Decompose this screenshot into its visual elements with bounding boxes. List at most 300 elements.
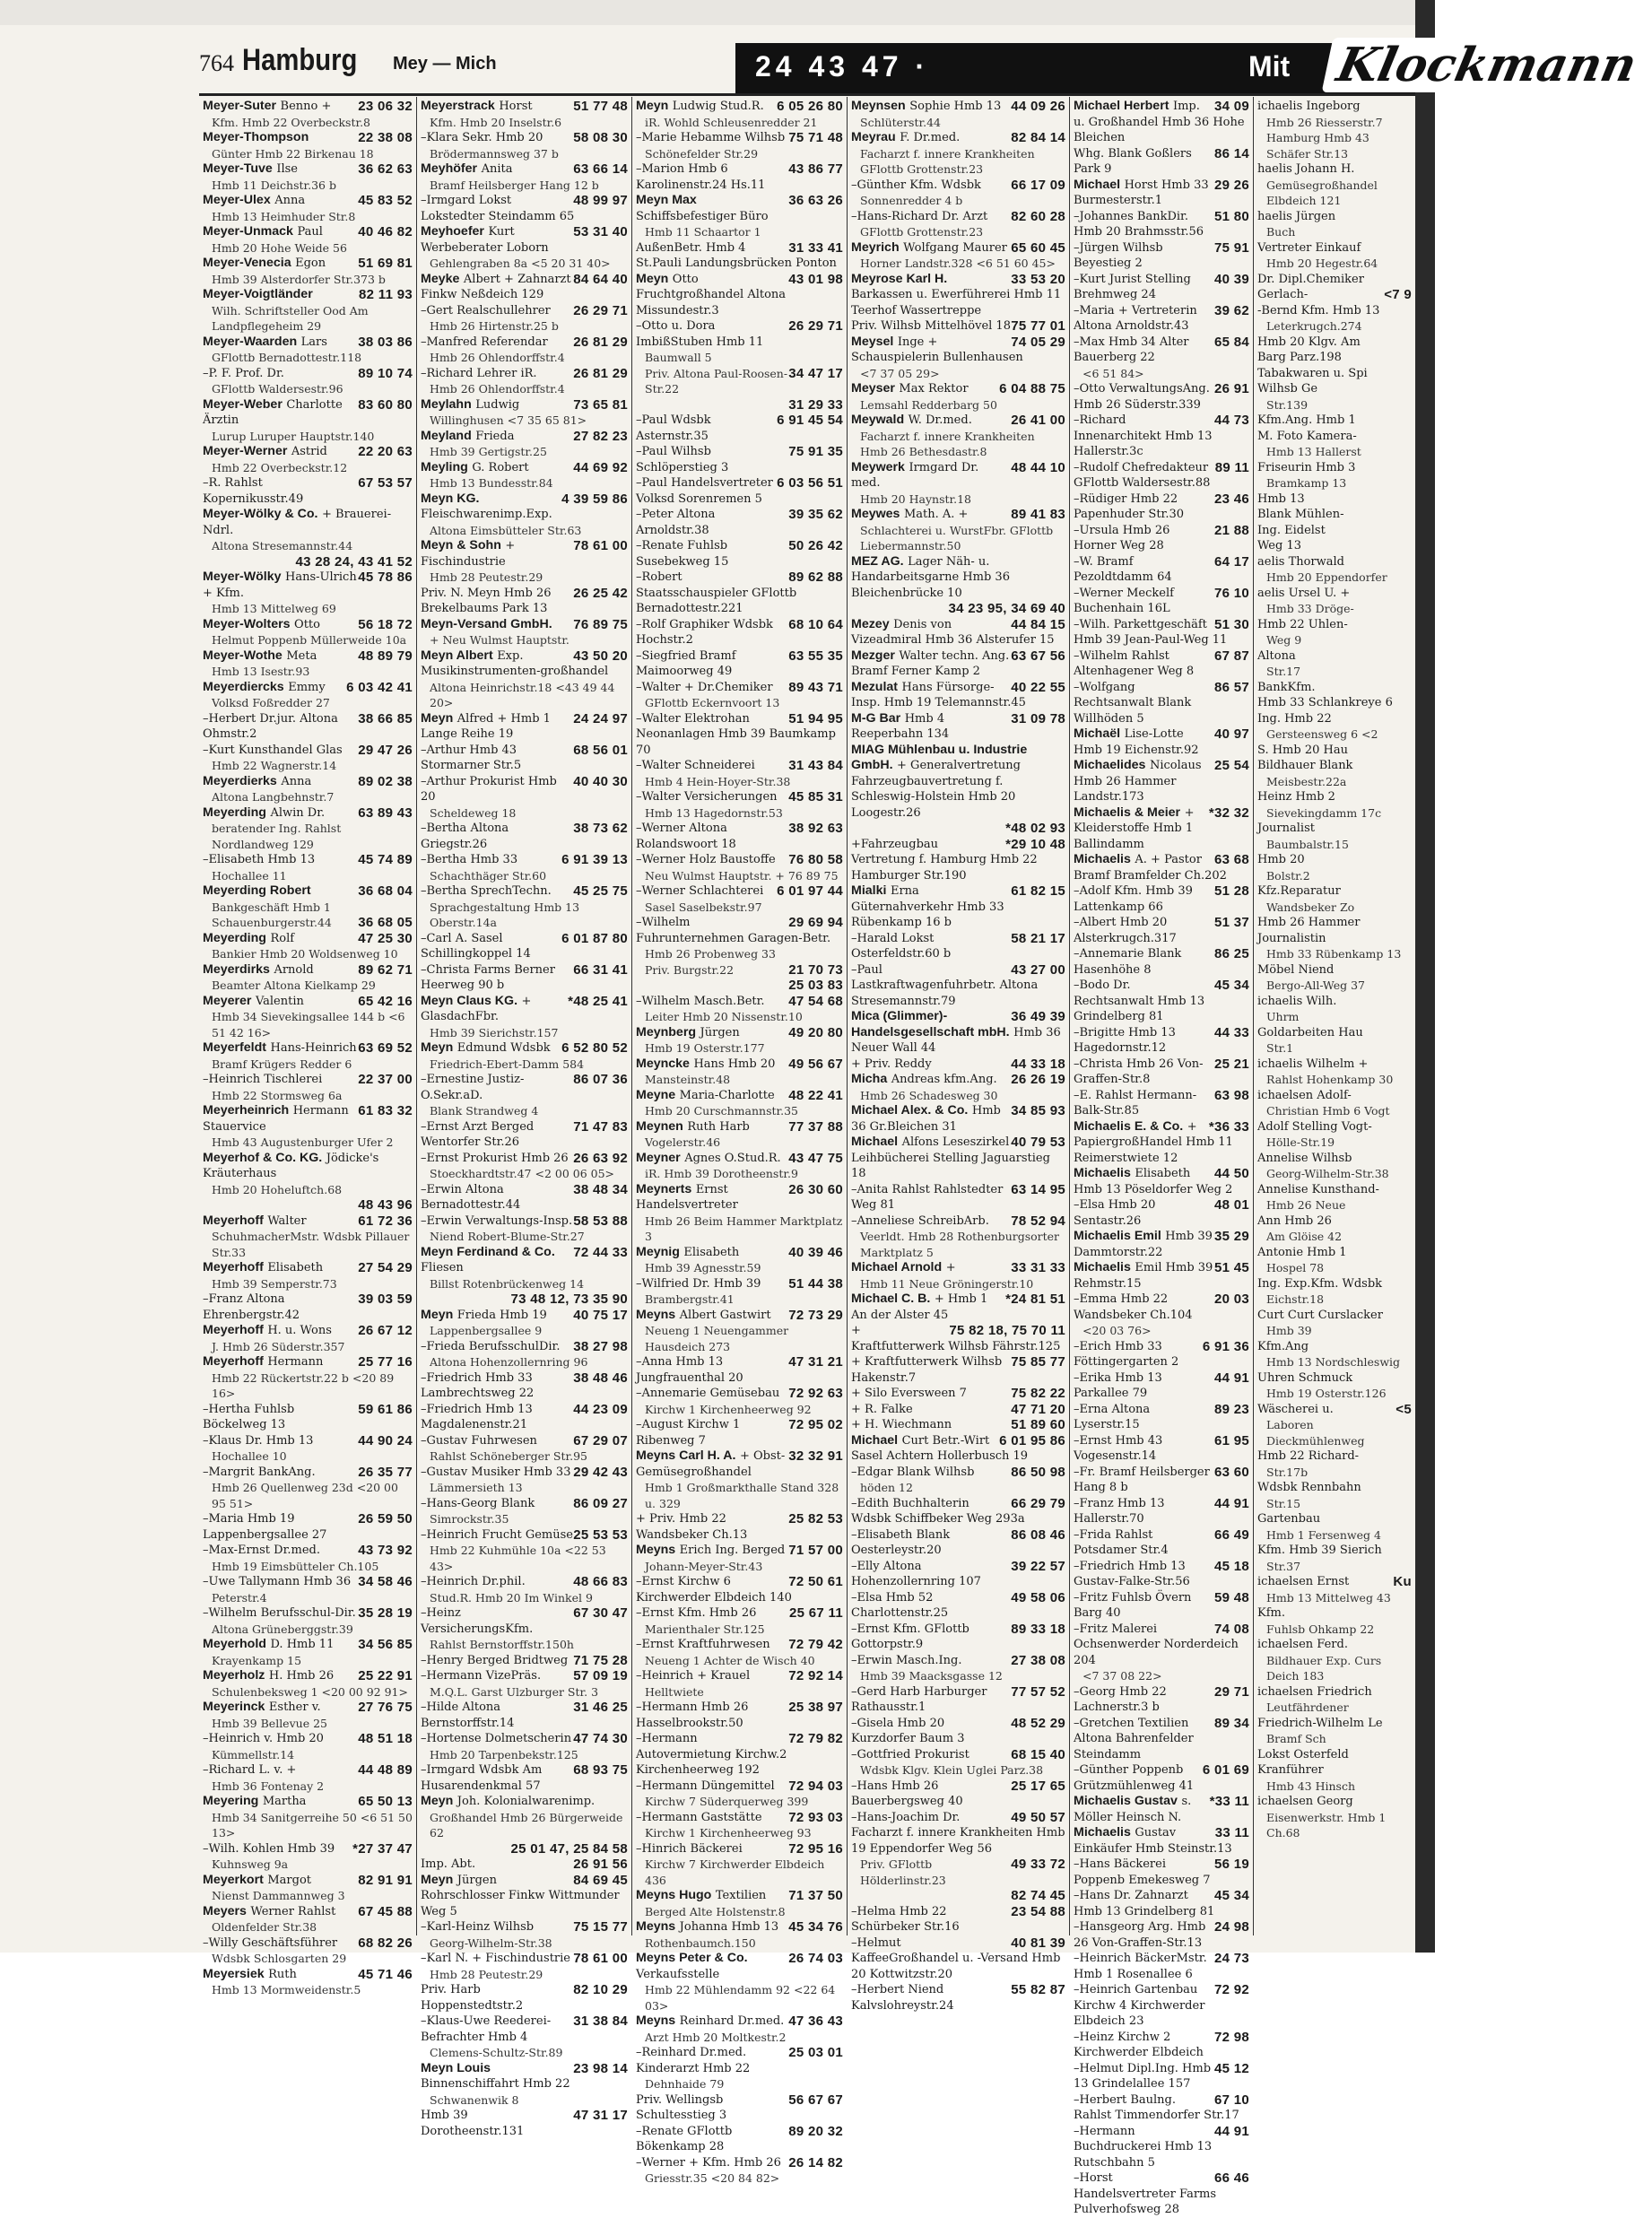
entry-address: Hospel 78 [1266,1261,1325,1274]
directory-entry [636,1025,843,1057]
entry-info: –Siegfried Bramf Maimoorweg 49 [636,648,736,678]
column-3 [632,97,848,2185]
entry-info: Lise-Lotte Hmb 19 Eichenstr.92 [1074,727,1199,757]
entry-address: Volksd Foßredder 27 [212,696,330,709]
entry-name: Mezulat [851,679,899,694]
directory-entry [1074,1716,1249,1763]
entry-address: Wdsbk Schlosgarten 29 [212,1952,347,1965]
directory-entry [636,1448,843,1511]
entry-address: Griesstr.35 <20 84 82> [645,2171,780,2185]
directory-entry [636,821,843,852]
entry-address: Kfm. Hmb 22 Overbeckstr.8 [212,115,370,129]
entry-address: Hmb 13 Mormweidenstr.5 [212,1983,361,1996]
entry-address: Buch [1266,225,1296,239]
entry-name: Meyerdirks [203,961,270,977]
entry-info: W. Dr.med. [908,413,972,427]
directory-entry [851,1103,1065,1135]
entry-info: +Fahrzeugbau Vertretung f. Hamburg Hmb 22 Hamburger Str.190 [851,837,1038,883]
entry-address: Oldenfelder Str.38 [212,1920,317,1934]
phone-number: 67 45 88 [358,1903,413,1919]
phone-number: 72 94 03 [788,1778,843,1794]
entry-info: –Herbert Niend Kalvslohreystr.24 [851,1983,954,2013]
directory-entry [1257,1182,1412,1213]
directory-entry [851,1057,1065,1073]
entry-address: Altona Heinrichstr.18 <43 49 44 20> [430,680,615,709]
entry-address: <7 37 08 22> [1082,1669,1162,1683]
phone-number: 44 09 26 [1011,99,1065,114]
entry-address: Hmb 20 Tarpenbekstr.125 [430,1747,578,1761]
directory-entry [1257,915,1412,931]
phone-number: 66 46 [1213,2170,1249,2186]
entry-info: Edmund Wdsbk [456,1041,551,1055]
entry-info: Math. A. + [903,508,969,521]
phone-number: 63 67 56 [1011,648,1065,664]
entry-info: F. Dr.med. [900,131,961,144]
entry-info: Johanna Hmb 13 [679,1920,779,1934]
entry-info: Barkassen u. Ewerführerei Hmb 11 Teerhof Wassertreppe [851,288,1062,317]
phone-number: 68 93 75 [573,1762,628,1778]
phone-number: 66 49 [1213,1527,1249,1543]
entry-address: Hmb 28 Peutestr.29 [430,570,543,584]
entry-info: Meta [286,648,317,663]
entry-name: Meyn Ferdinand & Co. [421,1244,555,1259]
directory-entry [636,1919,843,1951]
directory-entry [636,2014,843,2045]
phone-number: 6 05 26 80 [777,99,843,114]
entry-info: –Hertha Fuhlsb Böckelweg 13 [203,1402,295,1431]
phone-number: 6 01 95 86 [999,1432,1065,1448]
directory-entry [1074,1919,1249,1951]
phone-number: 59 61 86 [358,1401,413,1417]
entry-name: Meyerfeldt [203,1040,266,1055]
directory-entry [636,2124,843,2155]
phone-number: 78 61 00 [573,1951,628,1966]
directory-entry [1074,648,1249,680]
entry-info: –Heinz Kirchw 2 Kirchwerder Elbdeich [1074,2030,1204,2059]
directory-entry [851,1622,1065,1653]
directory-entry [636,1543,843,1574]
entry-info: –Hermann Autovermietung Kirchw.2 Kirchenheerweg 192 [636,1732,787,1777]
entry-info: –Heinrich Tischlerei [203,1073,323,1086]
phone-number: 86 14 [1213,145,1249,161]
phone-number: 72 73 29 [788,1307,843,1323]
entry-info: Sophie Hmb 13 [909,100,1002,113]
phone-number: 31 46 25 [573,1700,628,1715]
entry-address: Bramf Krügers Redder 6 [212,1057,352,1071]
entry-address: Hmb 19 Osterstr.126 [1266,1387,1387,1400]
phone-number: 67 29 07 [573,1432,628,1448]
directory-entry [1257,240,1412,272]
entry-info: Erna Güternahverkehr Hmb 33 Rübenkamp 16 b [851,884,1004,929]
directory-entry [1074,1339,1249,1370]
entry-info: Journalistin [1257,931,1326,945]
entry-info: –W. Bramf Pezoldtdamm 64 [1074,554,1172,584]
entry-info: –Günther Kfm. Wdsbk [851,178,981,192]
phone-number: 26 35 77 [358,1464,413,1480]
entry-info: Hmb 39 Dorotheenstr.131 [421,2109,525,2138]
directory-entry [851,1292,1065,1323]
directory-entry [203,1543,413,1574]
entry-info: –Elsa Hmb 20 Sentastr.26 [1074,1198,1156,1228]
page-header [199,38,1642,93]
directory-entry [636,1605,843,1637]
phone-number: 89 23 [1213,1401,1249,1417]
directory-entry [1074,680,1249,727]
entry-address: Hmb 4 Hein-Hoyer-Str.38 [645,774,791,788]
directory-entry [1257,1370,1412,1402]
entry-address: Sievekingdamm 17c [1266,805,1382,820]
entry-address: <20 03 76> [1082,1324,1152,1337]
entry-address: Blank Strandweg 4 [430,1104,539,1118]
directory-entry [421,1151,628,1182]
directory-entry [1074,1402,1249,1433]
directory-entry [636,2155,843,2187]
entry-info: –Walter Versicherungen [636,790,778,804]
entry-address: Hmb 43 Augustenburger Ufer 2 [212,1135,394,1149]
entry-address: Peterstr.4 [212,1590,267,1605]
directory-entry [203,570,413,617]
entry-address: Nienst Dammannweg 3 [212,1889,345,1902]
directory-entry [421,1496,628,1527]
phone-number: 22 38 08 [358,130,413,145]
entry-info: –Hans Bäckerei Poppenb Emekesweg 7 [1074,1857,1211,1887]
phone-number: 26 59 50 [358,1511,413,1527]
directory-entry [1074,335,1249,382]
entry-address: Schauenburgerstr.44 [212,916,332,929]
entry-address: Str.37 [1266,1559,1301,1573]
directory-entry [636,994,843,1025]
entry-info: –Franz Hmb 13 Hallerstr.70 [1074,1496,1165,1526]
phone-number: 27 82 23 [573,428,628,444]
directory-entry [1257,931,1412,962]
phone-number: 89 33 18 [1011,1621,1065,1637]
directory-entry [1257,335,1412,351]
directory-entry [851,1072,1065,1103]
entry-info: –Gottfried Prokurist [851,1747,969,1761]
entry-info: –Edith Buchhalterin Wdsbk Schiffbeker Weg 293a [851,1496,1025,1526]
directory-entry [636,1888,843,1919]
entry-name: Michaelis E. & Co. [1074,1118,1184,1134]
phone-number: 26 74 03 [788,1951,843,1966]
directory-entry [636,1700,843,1731]
ad-phone-number: 24 43 47 · [755,50,930,83]
entry-address: Günter Hmb 22 Birkenau 18 [212,146,374,161]
phone-number: 51 77 48 [573,99,628,114]
directory-entry [636,1245,843,1276]
entry-info: Fleischwarenimp.Exp. [421,508,552,521]
directory-entry [1257,1276,1412,1308]
entry-info: –Jürgen Wilhsb Beyestieg 2 [1074,240,1163,270]
entry-info: Joh. Kolonialwarenimp. [456,1795,596,1808]
directory-entry [1074,99,1249,146]
phone-number: 49 50 57 [1011,1809,1065,1825]
directory-entry [636,397,843,413]
directory-entry [421,1465,628,1496]
directory-entry [1074,1119,1249,1167]
entry-address: Bildhauer Exp. Curs [1266,1653,1382,1667]
directory-entry [636,318,843,366]
phone-number: 38 48 34 [573,1181,628,1197]
entry-info: + Priv. Hmb 22 Wandsbeker Ch.13 [636,1512,748,1542]
phone-number: 82 11 93 [359,287,413,302]
directory-entry [203,507,413,554]
phone-number: 65 42 16 [358,993,413,1009]
entry-info: –Herbert Dr.jur. Altona Ohmstr.2 [203,711,338,741]
directory-entry [636,272,843,319]
entry-address: Hmb 26 Quellenweg 23d <20 00 95 51> [212,1481,398,1510]
entry-info: Ilse [276,162,298,176]
directory-entry [421,1951,628,1982]
entry-address: Ch.68 [1266,1826,1300,1840]
entry-address: Hmb 39 Gertigstr.25 [430,445,547,458]
phone-number: 61 95 [1213,1432,1249,1448]
phone-number: 29 69 94 [788,915,843,930]
entry-info: Hermann [267,1355,324,1369]
entry-name: Meyn [421,1307,454,1322]
directory-entry [1257,852,1412,883]
entry-info: Kurt Werbeberater Loborn [421,225,549,255]
entry-info: –Erich Hmb 33 Föttingergarten 2 [1074,1339,1179,1369]
directory-entry [1257,1716,1412,1747]
phone-number: 89 34 [1213,1715,1249,1731]
directory-entry [203,1904,413,1935]
directory-entry [1257,1025,1412,1057]
phone-number: 26 25 42 [573,585,628,601]
phone-number: 63 69 52 [358,1040,413,1056]
directory-entry [851,1496,1065,1527]
directory-entry [1074,240,1249,272]
phone-number: 47 54 68 [788,993,843,1009]
entry-info: –Karl-Heinz Wilhsb [421,1920,535,1934]
entry-name: Michael Arnold [851,1260,943,1274]
entry-address: Str.139 [1266,397,1309,412]
directory-entry [1257,617,1412,648]
name-range: Mey — Mich [393,54,497,74]
phone-number: 55 82 87 [1011,1982,1065,1997]
entry-info: + R. Falke [851,1402,913,1416]
directory-entry [421,1841,628,1857]
directory-entry [636,648,843,680]
directory-entry [1074,805,1249,853]
directory-entry [851,1716,1065,1747]
entry-info: Weg 13 [1257,539,1301,552]
entry-info: ichaelsen Ferd. [1257,1638,1348,1651]
entry-address: Sonnenredder 4 b [860,194,963,207]
entry-info: –Franz Altona Ehrenbergstr.42 [203,1292,300,1322]
entry-info: Otto Fruchtgroßhandel Altona Missundestr.3 [636,272,787,317]
phone-number: 89 10 74 [358,365,413,381]
entry-info: Hmb 20 [1257,853,1305,866]
entry-info: Emil Hmb 39 Rehmstr.15 [1074,1261,1213,1291]
entry-info: –Günther Poppenb Grützmühlenweg 41 [1074,1763,1195,1793]
entry-info: Walter techn. Ang. Bramf Ferner Kamp 2 [851,648,1010,678]
entry-address: GFlottb Bernadottestr.118 [212,351,362,364]
entry-info: + Priv. Reddy [851,1057,932,1071]
directory-entry [1074,178,1249,209]
directory-columns [199,97,1415,2216]
entry-info: Hans Hmb 20 [693,1057,776,1071]
phone-number: *48 02 93 [1005,821,1065,836]
entry-info: Dr. Dipl.Chemiker [1257,272,1364,286]
directory-entry [636,1810,843,1841]
directory-entry [203,1040,413,1072]
entry-name: Meyerstrack [421,99,495,113]
directory-entry [421,2108,628,2139]
phone-number: 73 65 81 [573,396,628,413]
directory-entry [1074,1825,1249,1857]
entry-info: –Hermann VizePräs. [421,1669,542,1683]
entry-info: –Maria Hmb 19 Lappenbergsallee 27 [203,1512,327,1542]
directory-entry [421,1072,628,1119]
phone-number: 64 17 [1213,553,1249,570]
entry-info: + GlasdachFbr. [421,994,532,1023]
entry-address: Rahlst Bernstorffstr.150h [430,1638,574,1651]
phone-number: 23 46 [1213,491,1249,507]
entry-name: Meynig [636,1244,680,1259]
entry-address: Simrockstr.35 [430,1512,509,1526]
directory-entry [1074,2170,1249,2218]
phone-number: 26 81 29 [573,365,628,381]
phone-number: 47 31 17 [573,2108,628,2123]
phone-number: 25 01 47, 25 84 58 [510,1840,628,1857]
phone-number: 33 11 [1214,1825,1249,1840]
entry-info: Alfred + Hmb 1 Lange Reihe 19 [421,711,551,741]
entry-info: Kranführer [1257,1763,1324,1777]
entry-info: Ernst Handelsvertreter [636,1182,738,1212]
phone-number: 40 39 46 [788,1244,843,1260]
entry-info: Antonie Hmb 1 [1257,1245,1347,1259]
phone-number: 48 51 18 [358,1731,413,1746]
entry-address: Rothenbaumch.150 [645,1935,756,1950]
phone-number: 38 92 63 [788,821,843,836]
phone-number: 75 91 35 [788,444,843,459]
directory-entry [203,193,413,224]
entry-address: Sasel Saselbekstr.97 [645,900,762,914]
entry-info: –Margrit BankAng. [203,1465,316,1479]
entry-info: + H. Wiechmann [851,1418,952,1431]
phone-number: 25 21 [1213,1056,1249,1072]
directory-entry [203,1841,413,1873]
entry-info: Reinhard Dr.med. [679,2014,785,2028]
directory-entry [203,256,413,287]
directory-entry [1074,883,1249,915]
phone-number: 45 71 46 [358,1966,413,1982]
entry-name: Meyerkort [203,1872,264,1887]
phone-number: 44 33 [1213,1024,1249,1040]
phone-number: 45 83 52 [358,193,413,208]
directory-entry [851,1402,1065,1418]
entry-info: –Frida Rahlst Potsdamer Str.4 [1074,1527,1169,1557]
entry-address: Friedrich-Ebert-Damm 584 [430,1057,585,1071]
entry-info: Ing. Exp.Kfm. Wdsbk [1257,1276,1383,1291]
directory-entry [421,1339,628,1370]
entry-info: –Heinrich BäckerMstr. Hmb 1 Rosenallee 6 [1074,1952,1207,1981]
phone-number: 67 30 47 [573,1605,628,1621]
entry-address: Neueng 1 Neuengammer Hausdeich 273 [645,1324,789,1353]
entry-info: Kfm. [1257,1606,1285,1620]
phone-number: 72 95 02 [788,1417,843,1432]
directory-entry [1257,366,1412,382]
directory-entry [421,1857,628,1873]
entry-info: –Hermann Düngemittel [636,1779,775,1793]
entry-address: Hmb 34 Sievekingsallee 144 b <6 51 42 16> [212,1010,405,1039]
entry-info: –Werner Holz Baustoffe [636,853,776,866]
directory-entry [1257,1213,1412,1245]
phone-number: 35 29 [1213,1229,1249,1244]
entry-info: –Wilfried Dr. Hmb 39 [636,1276,761,1291]
directory-entry [1257,303,1412,335]
directory-entry [421,1433,628,1465]
phone-number: *27 37 47 [352,1840,413,1857]
entry-name: Michaelis & Meier [1074,805,1181,820]
entry-info: –Hortense Dolmetscherin [421,1732,572,1745]
directory-entry [636,2092,843,2124]
directory-entry [636,366,843,397]
directory-entry [851,130,1065,178]
entry-info: –Heinrich Dr.phil. [421,1575,526,1588]
entry-info: H. Hmb 26 [268,1669,335,1683]
entry-address: Hmb 1 Fersenweg 4 [1266,1527,1381,1542]
entry-address: SchuhmacherMstr. Wdsbk Pillauer Str.33 [212,1230,410,1259]
phone-number: 49 56 67 [788,1056,843,1072]
entry-address: Hmb 36 Fontenay 2 [212,1779,325,1793]
column-6 [1254,97,1415,1935]
entry-address: Hmb 26 Ohlendorffstr.4 [430,351,565,364]
directory-entry [851,1527,1065,1559]
entry-name: Meyns Hugo [636,1888,712,1902]
directory-entry [1257,523,1412,539]
phone-number: 63 14 95 [1011,1181,1065,1197]
entry-info: –Annemarie Gemüsebau [636,1387,780,1400]
column-5 [1070,97,1254,2216]
phone-number: *33 11 [1209,1794,1249,1809]
entry-info: –Rudolf Chefredakteur GFlottb Waldersestr.88 [1074,460,1211,490]
phone-number: *32 32 [1208,805,1249,821]
phone-number: 38 66 85 [358,710,413,726]
directory-entry [1074,1057,1249,1088]
directory-entry [1074,1762,1249,1794]
directory-entry [636,915,843,962]
directory-entry [203,931,413,962]
phone-number: 24 98 [1213,1919,1249,1935]
phone-number: 23 06 32 [358,99,413,114]
directory-entry [1257,1480,1412,1511]
phone-number: 63 55 35 [788,648,843,664]
directory-entry [421,1182,628,1213]
entry-info: –Hermann Hmb 26 Hasselbrookstr.50 [636,1700,749,1730]
entry-address: Hmb 34 Sanitgerreihe 50 <6 51 50 13> [212,1810,413,1840]
entry-info: ichaelsen Adolf- [1257,1088,1352,1102]
directory-entry [1257,413,1412,429]
phone-number: 86 25 [1213,946,1249,961]
directory-entry [851,99,1065,130]
entry-info: Egon [295,257,326,270]
phone-number: 36 68 05 [358,915,413,930]
entry-info: Irmgard Dr. med. [851,460,979,490]
entry-name: Michaelis Emil [1074,1229,1161,1243]
phone-number: 25 17 65 [1011,1778,1065,1794]
phone-number: 82 10 29 [573,1982,628,1997]
entry-info: Albert + Zahnarzt Finkw Neßdeich 129 [421,272,571,301]
directory-entry [636,883,843,915]
entry-name: Michael Alex. & Co. [851,1103,969,1118]
directory-entry [1257,1339,1412,1370]
entry-address: Deich 183 [1266,1669,1325,1683]
advertisement-banner [735,38,1642,93]
entry-info: Gerlach- [1257,288,1309,301]
phone-number: 6 01 69 [1202,1762,1249,1778]
entry-name: Meyerding [203,930,266,945]
